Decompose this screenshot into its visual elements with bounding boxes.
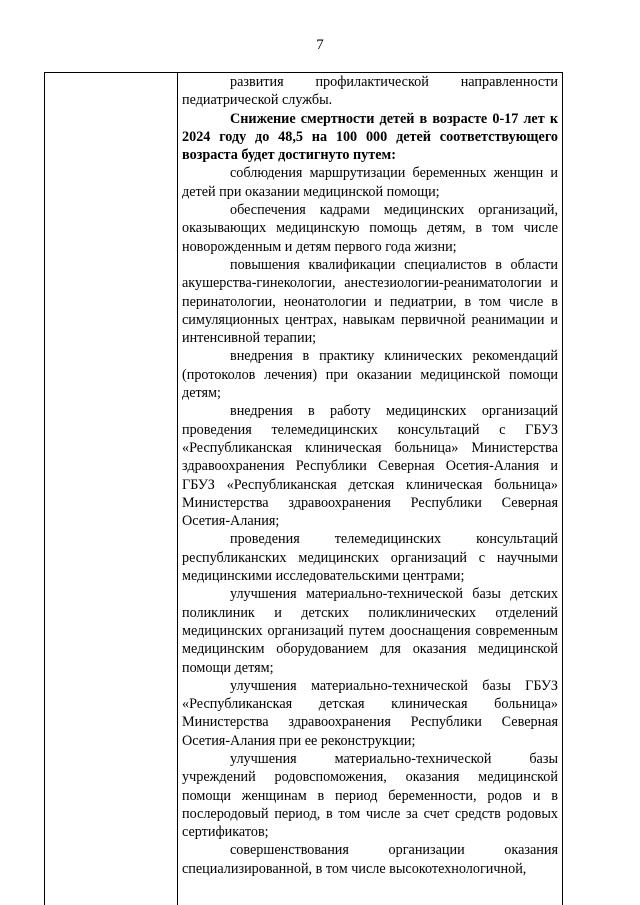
document-table xyxy=(44,72,563,905)
table-left-column xyxy=(45,73,178,905)
paragraph-heading-mortality-target: Снижение смертности детей в возрасте 0-17 лет к 2024 году до 48,5 на 100 000 детей соответствующего возраста будет достигнуто путем: xyxy=(182,110,558,164)
paragraph-continuation: развития профилактической направленности педиатрической службы. xyxy=(182,74,558,109)
paragraph-telemedicine-research: проведения телемедицинских консультаций республиканских медицинских организаций с научными медицинскими исследовательскими центрами; xyxy=(182,531,558,585)
paragraph-maternity-equipment: улучшения материально-технической базы учреждений родовспоможения, оказания медицинской помощи женщинам в период беременности, родов и в послеродовый период, в том числе за счет средств родовых сертификатов; xyxy=(182,750,558,841)
page-number: 7 xyxy=(316,37,324,53)
table-right-column xyxy=(178,73,561,878)
paragraph-polyclinic-equipment: улучшения материально-технической базы детских поликлиник и детских поликлинических отделений медицинских организаций путем дооснащения современным медицинским оборудованием для оказания медицинской помощи детям; xyxy=(182,586,558,676)
paragraph-hospital-reconstruction: улучшения материально-технической базы ГБУЗ «Республиканская детская клиническая больница» Министерства здравоохранения Республики Северная Осетия-Алания при ее реконструкции; xyxy=(182,677,558,749)
paragraph-staffing: обеспечения кадрами медицинских организаций, оказывающих медицинскую помощь детям, в том числе новорожденным и детям первого года жизни; xyxy=(182,202,558,255)
paragraph-routing: соблюдения маршрутизации беременных женщин и детей при оказании медицинской помощи; xyxy=(182,165,558,200)
paragraph-specialized-care: совершенствования организации оказания специализированной, в том числе высокотехнологичной, xyxy=(182,842,558,877)
paragraph-telemedicine-gbuz: внедрения в работу медицинских организаций проведения телемедицинских консультаций с ГБУЗ «Республиканская клиническая больница» Министерства здравоохранения Республики Северная Осетия-Алания и ГБУЗ «Республиканская детская клиническая больница» Министерства здравоохранения Республики Северная Осетия-Алания; xyxy=(182,403,558,530)
paragraph-qualification: повышения квалификации специалистов в области акушерства-гинекологии, анестезиологии-реаниматологии и перинатологии, неонатологии и педиатрии, в том числе в симуляционных центрах, навыкам первичной реанимации и интенсивной терапии; xyxy=(182,256,558,347)
paragraph-clinical-guidelines: внедрения в практику клинических рекомендаций (протоколов лечения) при оказании медицинской помощи детям; xyxy=(182,348,558,402)
